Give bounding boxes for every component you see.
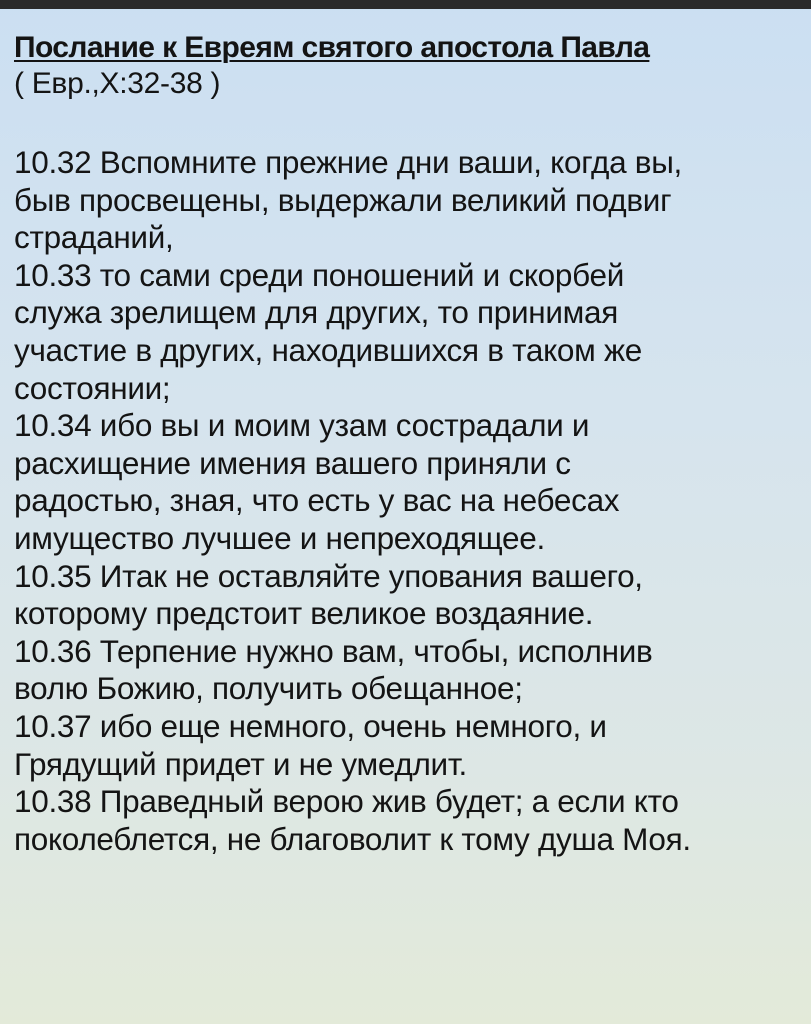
verse-line: радостью, зная, что есть у вас на небесах <box>14 482 620 519</box>
verse-10-35 <box>14 558 804 633</box>
verse-line: которому предстоит великое воздаяние. <box>14 595 594 632</box>
verse-line: 10.38 Праведный верою жив будет; а если кто <box>14 783 679 820</box>
verse-10-36 <box>14 633 804 708</box>
verse-line: служа зрелищем для других, то принимая <box>14 294 619 331</box>
verse-line: состоянии; <box>14 369 171 406</box>
verse-line: поколеблется, не благоволит к тому душа Моя. <box>14 820 691 857</box>
verse-line: 10.33 то сами среди поношений и скорбей <box>14 256 625 293</box>
verse-line: имущество лучшее и непреходящее. <box>14 519 545 556</box>
verse-line: 10.36 Терпение нужно вам, чтобы, исполнив <box>14 632 653 669</box>
top-bar <box>0 0 811 9</box>
verse-line: расхищение имения вашего приняли с <box>14 444 571 481</box>
verse-line: 10.37 ибо еще немного, очень немного, и <box>14 707 607 744</box>
document-content <box>14 30 804 858</box>
verse-line: 10.34 ибо вы и моим узам сострадали и <box>14 407 590 444</box>
verse-10-37 <box>14 708 804 783</box>
verse-line: 10.32 Вспомните прежние дни ваши, когда вы, <box>14 144 682 180</box>
verse-10-38 <box>14 783 804 858</box>
verse-10-33 <box>14 257 804 407</box>
scripture-reference: ( Евр.,X:32-38 ) <box>14 67 221 100</box>
verse-list <box>14 144 804 858</box>
verse-line: страданий, <box>14 219 174 256</box>
document-title: Послание к Евреям святого апостола Павла <box>14 31 650 64</box>
verse-line: быв просвещены, выдержали великий подвиг <box>14 181 672 218</box>
verse-line: Грядущий придет и не умедлит. <box>14 745 467 782</box>
verse-line: волю Божию, получить обещанное; <box>14 670 523 707</box>
verse-line: 10.35 Итак не оставляйте упования вашего, <box>14 557 643 594</box>
verse-line: участие в других, находившихся в таком же <box>14 331 642 368</box>
verse-10-34 <box>14 407 804 557</box>
verse-10-32 <box>14 144 804 257</box>
